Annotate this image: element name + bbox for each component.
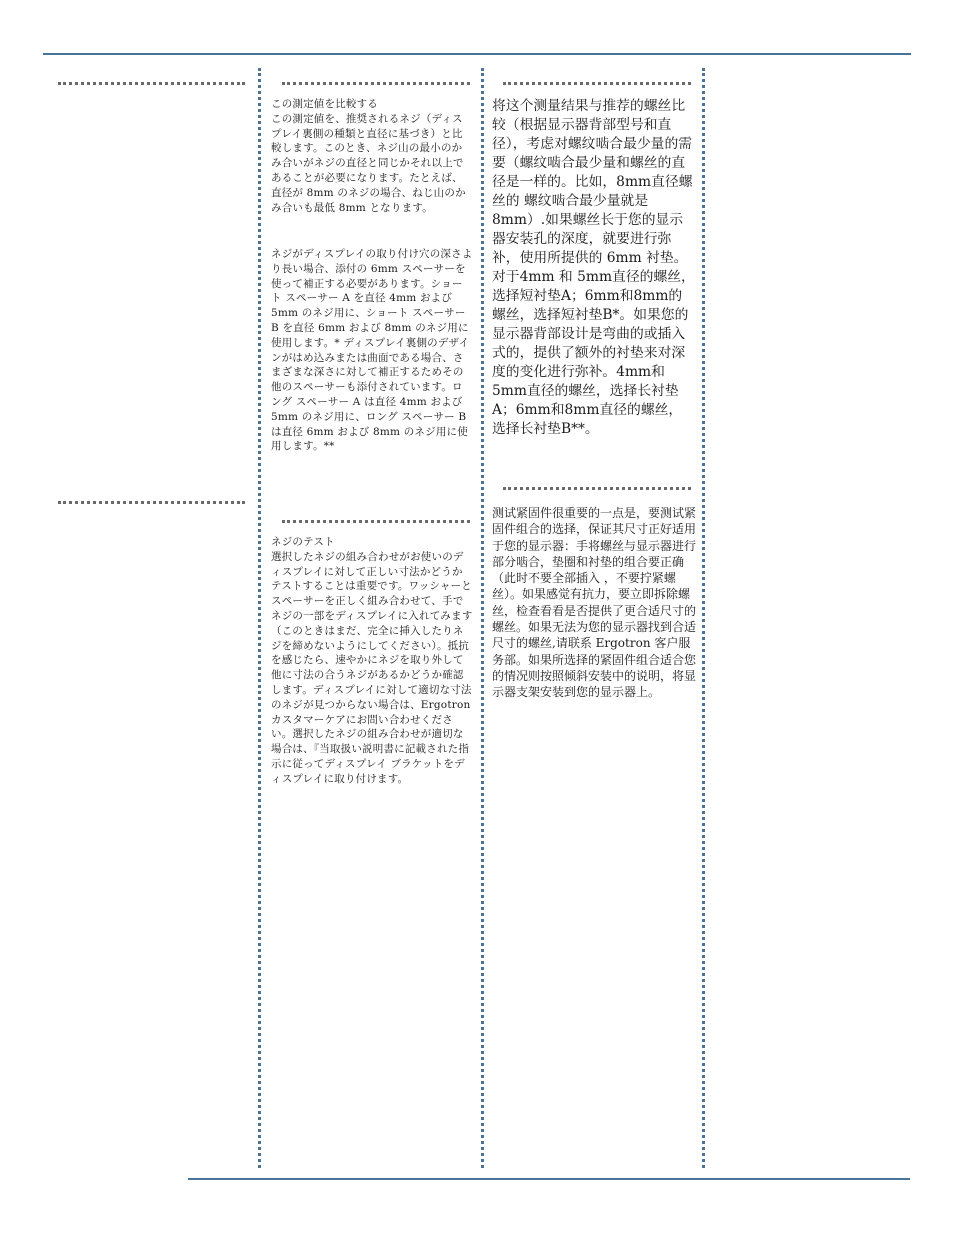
section-divider-zh-2 <box>503 487 691 490</box>
ja-section-test <box>271 535 473 787</box>
column-separator-2 <box>481 68 484 1168</box>
ja-spacer-body: ネジがディスプレイの取り付け穴の深さより長い場合、添付の 6mm スペーサーを使って補正する必要があります。ショート スペーサー A を直径 4mm および 5mm のネジ用に、ショート スペーサー B を直径 6mm および 8mm のネジ用に使用します。* ディスプレイ裏側のデザインがはめ込みまたは曲面である場合、さまざまな深さに対して補正するためその他のスペーサーも添付されています。ロング スペーサー A は直径 4mm および 5mm のネジ用に、ロング スペーサー B は直径 6mm および 8mm のネジ用に使用します。** <box>271 248 473 453</box>
zh-section-test <box>492 505 696 701</box>
zh-compare-body: 将这个测量结果与推荐的螺丝比较（根据显示器背部型号和直径），考虑对螺纹啮合最少量的需要（螺纹啮合最少量和螺丝的直径是一样的。比如，8mm直径螺丝的 螺纹啮合最少量就是8mm）.如果螺丝长于您的显示器安装孔的深度，就要进行弥补，使用所提供的 6mm 衬垫。 对于4mm 和 5mm直径的螺丝，选择短衬垫A；6mm和8mm的螺丝，选择短衬垫B*。如果您的显示器背部设计是弯曲的或插入式的，提供了额外的衬垫来对深度的变化进行弥补。4mm和5mm直径的螺丝，选择长衬垫A；6mm和8mm直径的螺丝，选择长衬垫B**。 <box>492 98 695 437</box>
ja-test-body: 選択したネジの組み合わせがお使いのディスプレイに対して正しい寸法かどうかテストすることは重要です。ワッシャーとスペーサーを正しく組み合わせて、手でネジの一部をディスプレイに入れてみます（このときはまだ、完全に挿入したりネジを締めないようにしてください）。抵抗を感じたら、速やかにネジを取り外して他に寸法の合うネジがあるかどうか確認します。ディスプレイに対して適切な寸法のネジが見つからない場合は、Ergotron カスタマーケアにお問い合わせください。選択したネジの組み合わせが適切な場合は、『当取扱い説明書に記載された指示に従ってディスプレイ ブラケットをディスプレイに取り付けます。 <box>271 550 473 785</box>
column-separator-3 <box>702 68 705 1168</box>
section-divider-left-2 <box>58 501 245 504</box>
column-separator-1 <box>258 68 261 1168</box>
zh-section-compare <box>492 97 696 439</box>
zh-test-body: 测试紧固件很重要的一点是，要测试紧固件组合的选择，保证其尺寸正好适用于您的显示器：手将螺丝与显示器进行部分啮合，垫圈和衬垫的组合要正确（此时不要全部插入 ，不要拧紧螺丝）。如果感觉有抗力，要立即拆除螺丝，检查看看是否提供了更合适尺寸的螺丝。如果无法为您的显示器找到合适尺寸的螺丝,请联系 Ergotron 客户服务部。如果所选择的紧固件组合适合您的情况则按照倾斜安装中的说明，将显示器支架安装到您的显示器上。 <box>492 506 697 700</box>
bottom-rule <box>188 1178 910 1180</box>
section-divider-ja-2 <box>282 520 470 523</box>
ja-test-title: ネジのテスト <box>271 536 335 548</box>
section-divider-ja-1 <box>282 82 470 85</box>
section-divider-left-1 <box>58 82 245 85</box>
ja-compare-body: この測定値を、推奨されるネジ（ディスプレイ裏側の種類と直径に基づき）と比較します。このとき、ネジ山の最小のかみ合いがネジの直径と同じかそれ以上であることが必要になります。たとえば、直径が 8mm のネジの場合、ねじ山のかみ合いも最低 8mm となります。 <box>271 112 466 214</box>
top-rule <box>43 53 911 55</box>
ja-compare-title: この測定値を比較する <box>271 98 378 110</box>
section-divider-zh-1 <box>503 82 691 85</box>
ja-section-spacer <box>271 247 473 454</box>
ja-section-compare <box>271 97 473 215</box>
